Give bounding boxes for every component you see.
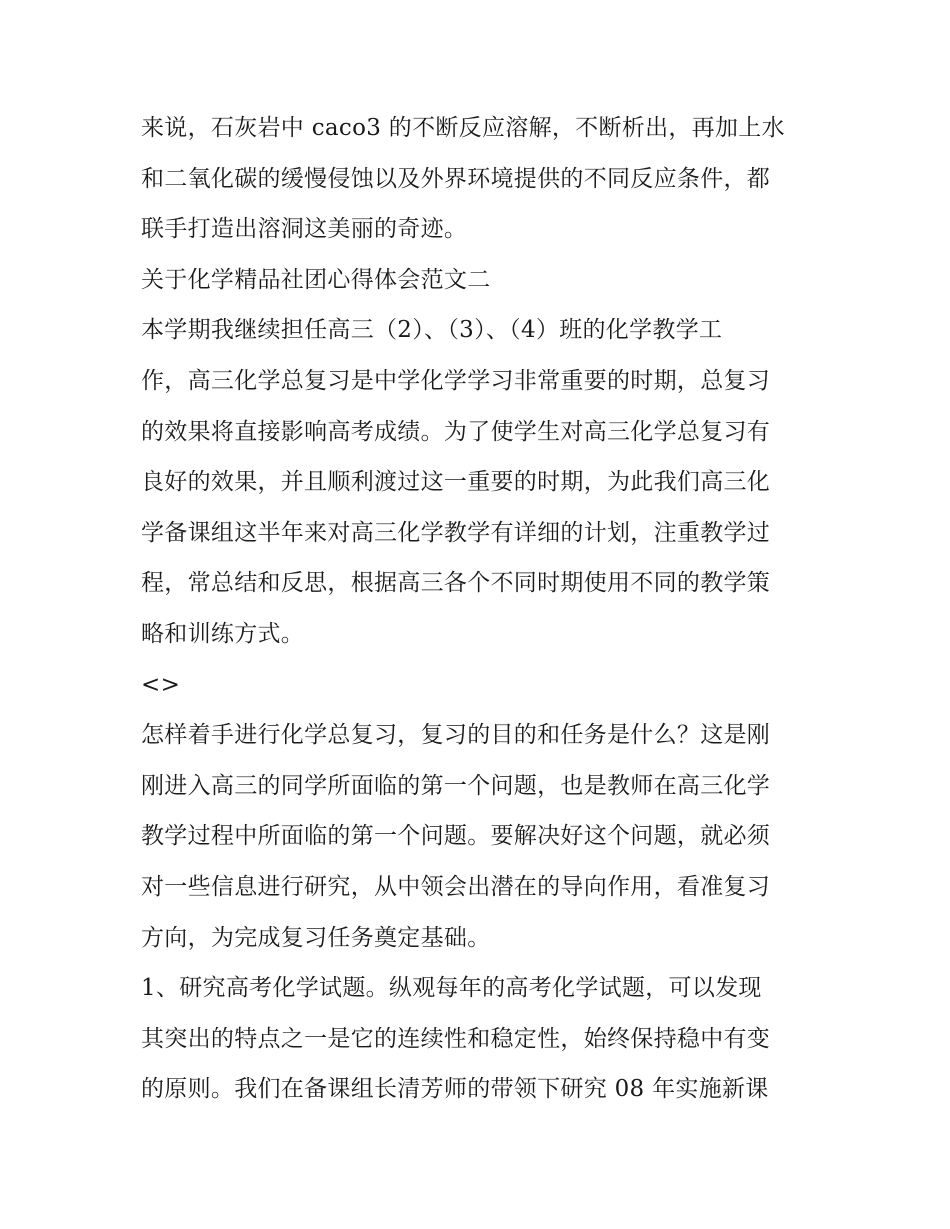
text-line: 本学期我继续担任高三（2）、（3）、（4）班的化学教学工 (141, 317, 723, 344)
text-line: 怎样着手进行化学总复习，复习的目的和任务是什么？这是刚 (141, 722, 771, 749)
text-line: 学备课组这半年来对高三化学教学有详细的计划，注重教学过 (141, 519, 771, 546)
text-line: 作，高三化学总复习是中学化学学习非常重要的时期，总复习 (141, 367, 771, 394)
placeholder-marker: <> (141, 671, 181, 698)
text-line: 刚进入高三的同学所面临的第一个问题，也是教师在高三化学 (141, 772, 771, 799)
text-line: 方向，为完成复习任务奠定基础。 (141, 924, 491, 951)
text-line: 1、研究高考化学试题。纵观每年的高考化学试题，可以发现 (141, 975, 762, 1002)
text-line: 对一些信息进行研究，从中领会出潜在的导向作用，看准复习 (141, 873, 771, 900)
text-line: 的原则。我们在备课组长清芳师的带领下研究 08 年实施新课 (141, 1076, 769, 1103)
section-heading: 关于化学精品社团心得体会范文二 (141, 266, 491, 293)
text-line: 的效果将直接影响高考成绩。为了使学生对高三化学总复习有 (141, 418, 771, 445)
text-line: 略和训练方式。 (141, 620, 305, 647)
text-line: 良好的效果，并且顺利渡过这一重要的时期，为此我们高三化 (141, 469, 771, 496)
text-line: 和二氧化碳的缓慢侵蚀以及外界环境提供的不同反应条件，都 (141, 165, 771, 192)
text-line: 程，常总结和反思，根据高三各个不同时期使用不同的教学策 (141, 570, 771, 597)
text-line: 其突出的特点之一是它的连续性和稳定性，始终保持稳中有变 (141, 1025, 771, 1052)
text-line: 联手打造出溶洞这美丽的奇迹。 (141, 216, 468, 243)
body-text (141, 103, 821, 1115)
text-line: 来说，石灰岩中 caco3 的不断反应溶解，不断析出，再加上水 (141, 115, 785, 141)
text-line: 教学过程中所面临的第一个问题。要解决好这个问题，就必须 (141, 823, 771, 850)
